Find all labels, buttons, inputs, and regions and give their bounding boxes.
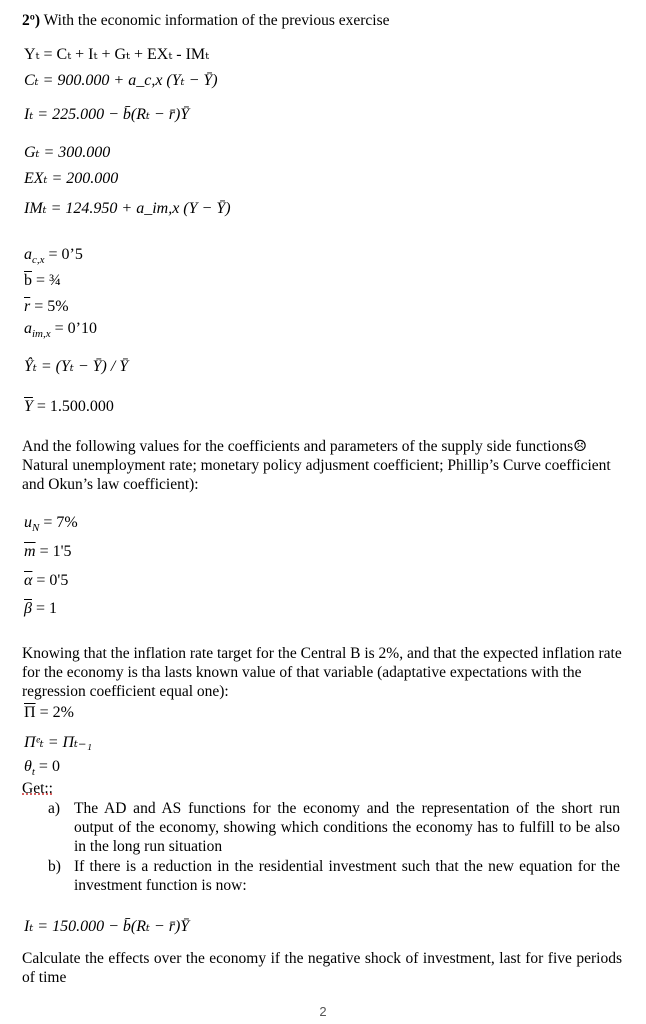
param-okun-coefficient: $\overline{\beta} = 1$ xyxy=(24,600,57,617)
inflation-intro-paragraph: Knowing that the inflation rate target for the Central B is 2%, and that the expected inflation rate for the economy is tha lasts known value of that variable (adaptative expectations with the regression coefficient equal one): xyxy=(22,645,622,700)
final-question-paragraph: Calculate the effects over the economy if the negative shock of investment, last for five periods of time xyxy=(22,950,622,986)
supply-intro-paragraph: And the following values for the coefficients and parameters of the supply side functions☹Natural unemployment rate; monetary policy adjusment coefficient; Phillip’s Curve coefficient and Okun’s law coefficient): xyxy=(22,438,611,493)
param-beta-value: = 1 xyxy=(35,600,57,617)
question-b-text: If there is a reduction in the residential investment such that the new equation for the investment function is now: xyxy=(74,858,620,894)
param-m-value: = 1'5 xyxy=(39,543,72,560)
param-un-value: = 7% xyxy=(43,514,78,531)
param-amx-value: = 0’10 xyxy=(54,320,97,337)
question-b xyxy=(48,857,620,895)
param-b-value: = ¾ xyxy=(36,272,62,289)
theta-parameter: $\theta_t = 0$ xyxy=(24,758,60,779)
equation-government-text: Gₜ = 300.000 xyxy=(24,144,111,161)
param-acx-value: = 0’5 xyxy=(48,246,83,263)
equation-imports xyxy=(24,198,231,218)
param-r: $\overline{r} = 5\%$ xyxy=(24,298,69,315)
inflation-expectation xyxy=(24,732,92,752)
equation-investment xyxy=(24,104,189,124)
question-a-label: a) xyxy=(48,800,61,817)
exercise-heading-text: With the economic information of the previous exercise xyxy=(43,12,390,29)
equation-exports xyxy=(24,168,118,188)
equation-exports-text: EXₜ = 200.000 xyxy=(24,170,119,187)
question-a-text: The AD and AS functions for the economy and the representation of the short run output of the economy, showing which conditions the economy has to fulfill to be also in the long run situation xyxy=(74,800,620,855)
inflation-target: $\overline{\Pi} = 2\%$ xyxy=(24,704,74,721)
param-output-gap xyxy=(24,356,128,376)
equation-consumption xyxy=(24,70,218,90)
inflation-target-value: = 2% xyxy=(39,704,74,721)
theta-value: = 0 xyxy=(38,758,60,775)
get-label-text: Get:: xyxy=(22,780,53,797)
param-monetary-adjustment: $\overline{m} = 1'5$ xyxy=(24,543,72,560)
equation-new-investment xyxy=(24,916,189,936)
exercise-heading xyxy=(22,12,390,30)
equation-consumption-text: Cₜ = 900.000 + a_c,x (Yₜ − Ȳ) xyxy=(24,72,218,89)
inflation-expectation-text: Πᵉₜ = Πₜ₋₁ xyxy=(24,734,92,751)
exercise-number: 2º) xyxy=(22,12,41,29)
get-label xyxy=(22,780,53,798)
equation-imports-text: IMₜ = 124.950 + a_im,x (Y − Ȳ) xyxy=(24,200,231,217)
question-b-label: b) xyxy=(48,858,61,875)
equation-output-text: Yₜ = Cₜ + Iₜ + Gₜ + EXₜ - IMₜ xyxy=(24,46,210,63)
equation-new-investment-text: Iₜ = 150.000 − b̄(Rₜ − r̄)Ȳ xyxy=(24,918,190,935)
equation-output xyxy=(24,44,209,64)
equation-government xyxy=(24,142,110,162)
param-r-value: = 5% xyxy=(34,298,69,315)
param-amx: $a_{im,x}$ = 0’10 xyxy=(24,320,97,341)
param-b: $\overline{b}$ = ¾ xyxy=(24,272,62,289)
param-natural-unemployment: $u_N = 7\%$ xyxy=(24,514,78,535)
param-alpha-value: = 0'5 xyxy=(36,572,69,589)
param-acx: $a_{c,x}$ = 0’5 xyxy=(24,246,83,267)
param-phillips-coefficient: $\overline{\alpha} = 0'5$ xyxy=(24,572,69,589)
param-output-gap-text: Ŷₜ = (Yₜ − Ȳ) / Ȳ xyxy=(24,358,129,375)
param-potential-output-value: = 1.500.000 xyxy=(36,398,114,415)
equation-investment-text: Iₜ = 225.000 − b̄(Rₜ − r̄)Ȳ xyxy=(24,106,190,123)
param-potential-output: $\overline{Y} = 1.500.000$ xyxy=(24,398,114,415)
page-number: 2 xyxy=(319,1004,327,1019)
question-a xyxy=(48,799,620,856)
